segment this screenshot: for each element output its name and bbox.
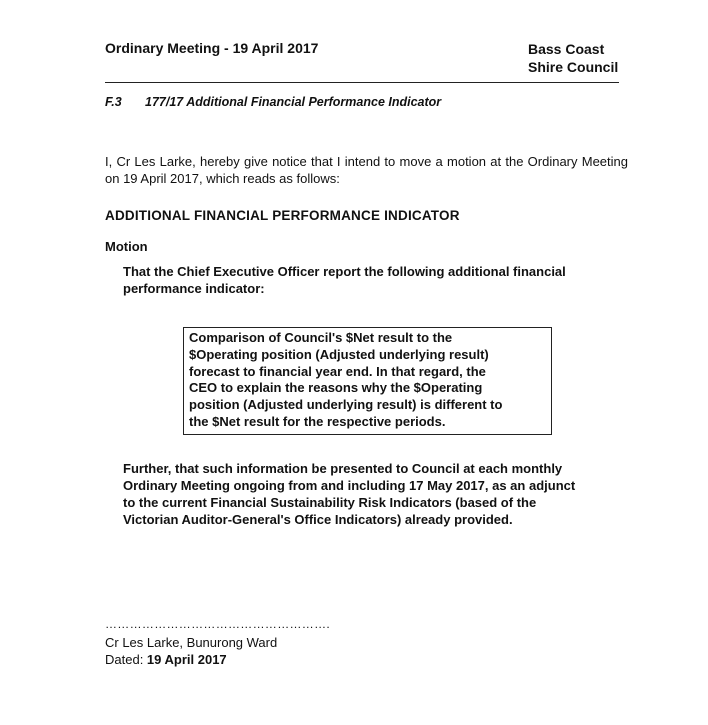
item-number: F.3 [105,95,122,109]
indicator-line: CEO to explain the reasons why the $Operating [189,380,483,396]
indicator-box [183,327,552,435]
dated-value: 19 April 2017 [146,652,227,667]
signer-name: Cr Les Larke, Bunurong Ward [105,635,278,650]
signature-line: ………………………………………………. [105,617,331,631]
further-line: to the current Financial Sustainability Risk Indicators (based of the [123,495,537,510]
council-name-line2: Shire Council [528,59,619,75]
motion-text: That the Chief Executive Officer report the following additional financial performance indicator: [123,264,566,296]
item-title: 177/17 Additional Financial Performance Indicator [145,95,442,109]
council-name [528,40,618,76]
indicator-line: $Operating position (Adjusted underlying result) [189,346,489,362]
further-line: Victorian Auditor-General's Office Indicators) already provided. [123,512,513,527]
dated-label: Dated: [105,652,147,667]
further-paragraph [123,460,633,528]
header-divider [105,82,619,83]
motion-label: Motion [105,239,148,254]
notice-intro: I, Cr Les Larke, hereby give notice that I intend to move a motion at the Ordinary Meeting on 19 April 2017, which reads as follows: [105,154,628,186]
indicator-line: the $Net result for the respective periods. [189,413,446,429]
further-line: Ordinary Meeting ongoing from and including 17 May 2017, as an adjunct [123,478,576,493]
meeting-header: Ordinary Meeting - 19 April 2017 [105,40,319,56]
dated-line [105,652,227,667]
motion-heading: ADDITIONAL FINANCIAL PERFORMANCE INDICATOR [105,208,460,223]
indicator-line: forecast to financial year end. In that regard, the [189,363,486,379]
indicator-line: position (Adjusted underlying result) is different to [189,397,503,413]
further-line: Further, that such information be presented to Council at each monthly [123,461,563,476]
indicator-line: Comparison of Council's $Net result to the [189,330,453,345]
council-name-line1: Bass Coast [528,41,605,57]
